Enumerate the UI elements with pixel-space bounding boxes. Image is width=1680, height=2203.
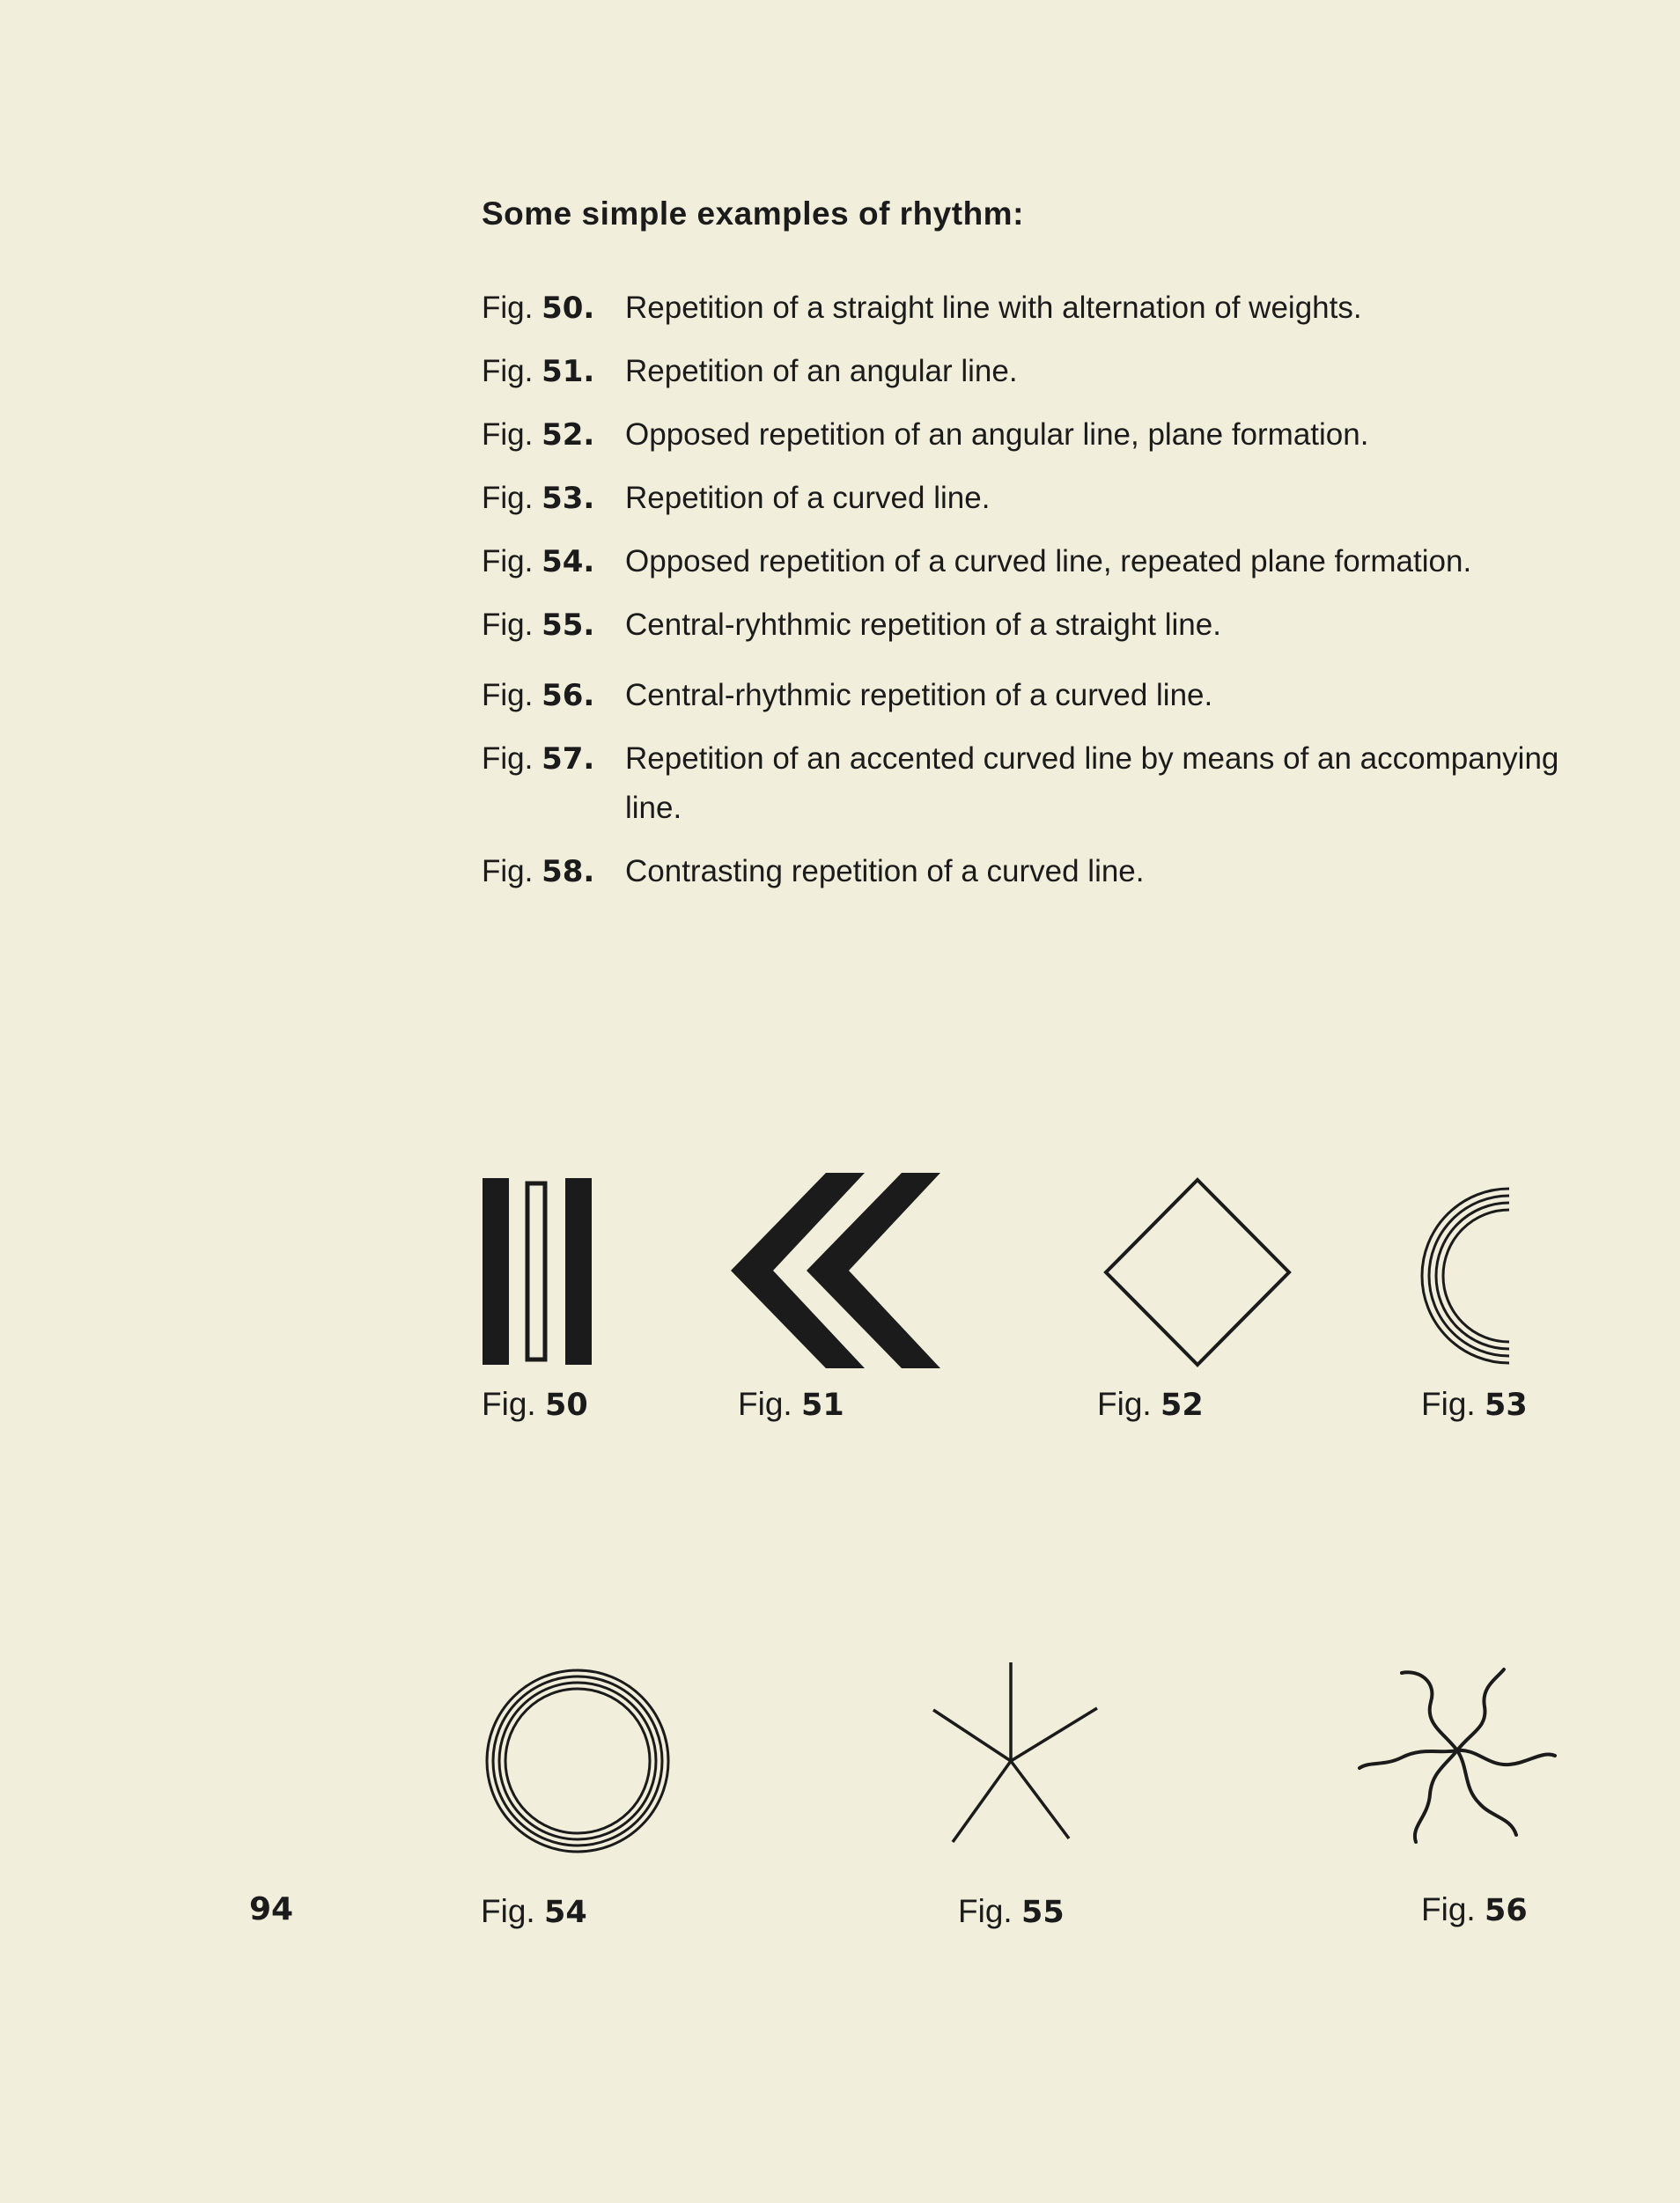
fig-54-label: Fig. 54: [481, 1893, 587, 1930]
caption-fig-52: [482, 410, 1582, 460]
fig-56-radial-curves: [1356, 1662, 1560, 1847]
caption-fig-label: Fig. 56.: [482, 678, 595, 713]
thick-bar: [483, 1178, 509, 1365]
caption-text: Repetition of a curved line.: [625, 481, 991, 515]
fig-55-label: Fig. 55: [958, 1893, 1065, 1930]
thin-bar: [527, 1183, 545, 1359]
fig-54-concentric-circles: [484, 1668, 671, 1854]
caption-text: Repetition of an accented curved line by means of an accompanying line.: [625, 741, 1559, 825]
caption-fig-label: Fig. 54.: [482, 544, 595, 579]
diamond-shape: [1106, 1180, 1289, 1365]
caption-fig-label: Fig. 53.: [482, 481, 595, 516]
fig-50-label: Fig. 50: [482, 1386, 588, 1423]
fig-56-label: Fig. 56: [1421, 1891, 1528, 1928]
caption-fig-56: [482, 671, 1582, 720]
caption-text: Central-ryhthmic repetition of a straight line.: [625, 608, 1221, 642]
caption-fig-57: [482, 734, 1582, 833]
thick-bar: [565, 1178, 592, 1365]
caption-fig-label: Fig. 52.: [482, 417, 595, 453]
fig-52-label: Fig. 52: [1097, 1386, 1204, 1423]
fig-53-label: Fig. 53: [1421, 1386, 1528, 1423]
caption-fig-50: [482, 284, 1582, 333]
caption-fig-label: Fig. 55.: [482, 608, 595, 643]
fig-53-curved-lines: [1416, 1183, 1513, 1368]
caption-text: Opposed repetition of an angular line, plane formation.: [625, 417, 1369, 452]
page-heading: Some simple examples of rhythm:: [482, 195, 1024, 232]
caption-fig-53: [482, 474, 1582, 523]
caption-text: Repetition of a straight line with alternation of weights.: [625, 291, 1362, 325]
caption-text: Central-rhythmic repetition of a curved line.: [625, 678, 1213, 712]
fig-55-radial-lines: [932, 1662, 1101, 1846]
caption-text: Repetition of an angular line.: [625, 354, 1018, 388]
caption-fig-54: [482, 537, 1582, 586]
caption-fig-label: Fig. 51.: [482, 354, 595, 389]
caption-fig-58: [482, 847, 1582, 896]
fig-51-label: Fig. 51: [738, 1386, 844, 1423]
caption-fig-51: [482, 347, 1582, 396]
caption-text: Contrasting repetition of a curved line.: [625, 854, 1145, 888]
fig-50-straight-lines: [483, 1178, 592, 1365]
fig-51-angular-lines: [731, 1173, 940, 1368]
caption-text: Opposed repetition of a curved line, repeated plane formation.: [625, 544, 1472, 578]
caption-fig-label: Fig. 50.: [482, 291, 595, 326]
caption-fig-label: Fig. 58.: [482, 854, 595, 889]
page-number: 94: [249, 1891, 294, 1927]
caption-fig-label: Fig. 57.: [482, 741, 595, 777]
fig-52-diamond: [1104, 1178, 1291, 1367]
caption-fig-55: [482, 600, 1582, 650]
